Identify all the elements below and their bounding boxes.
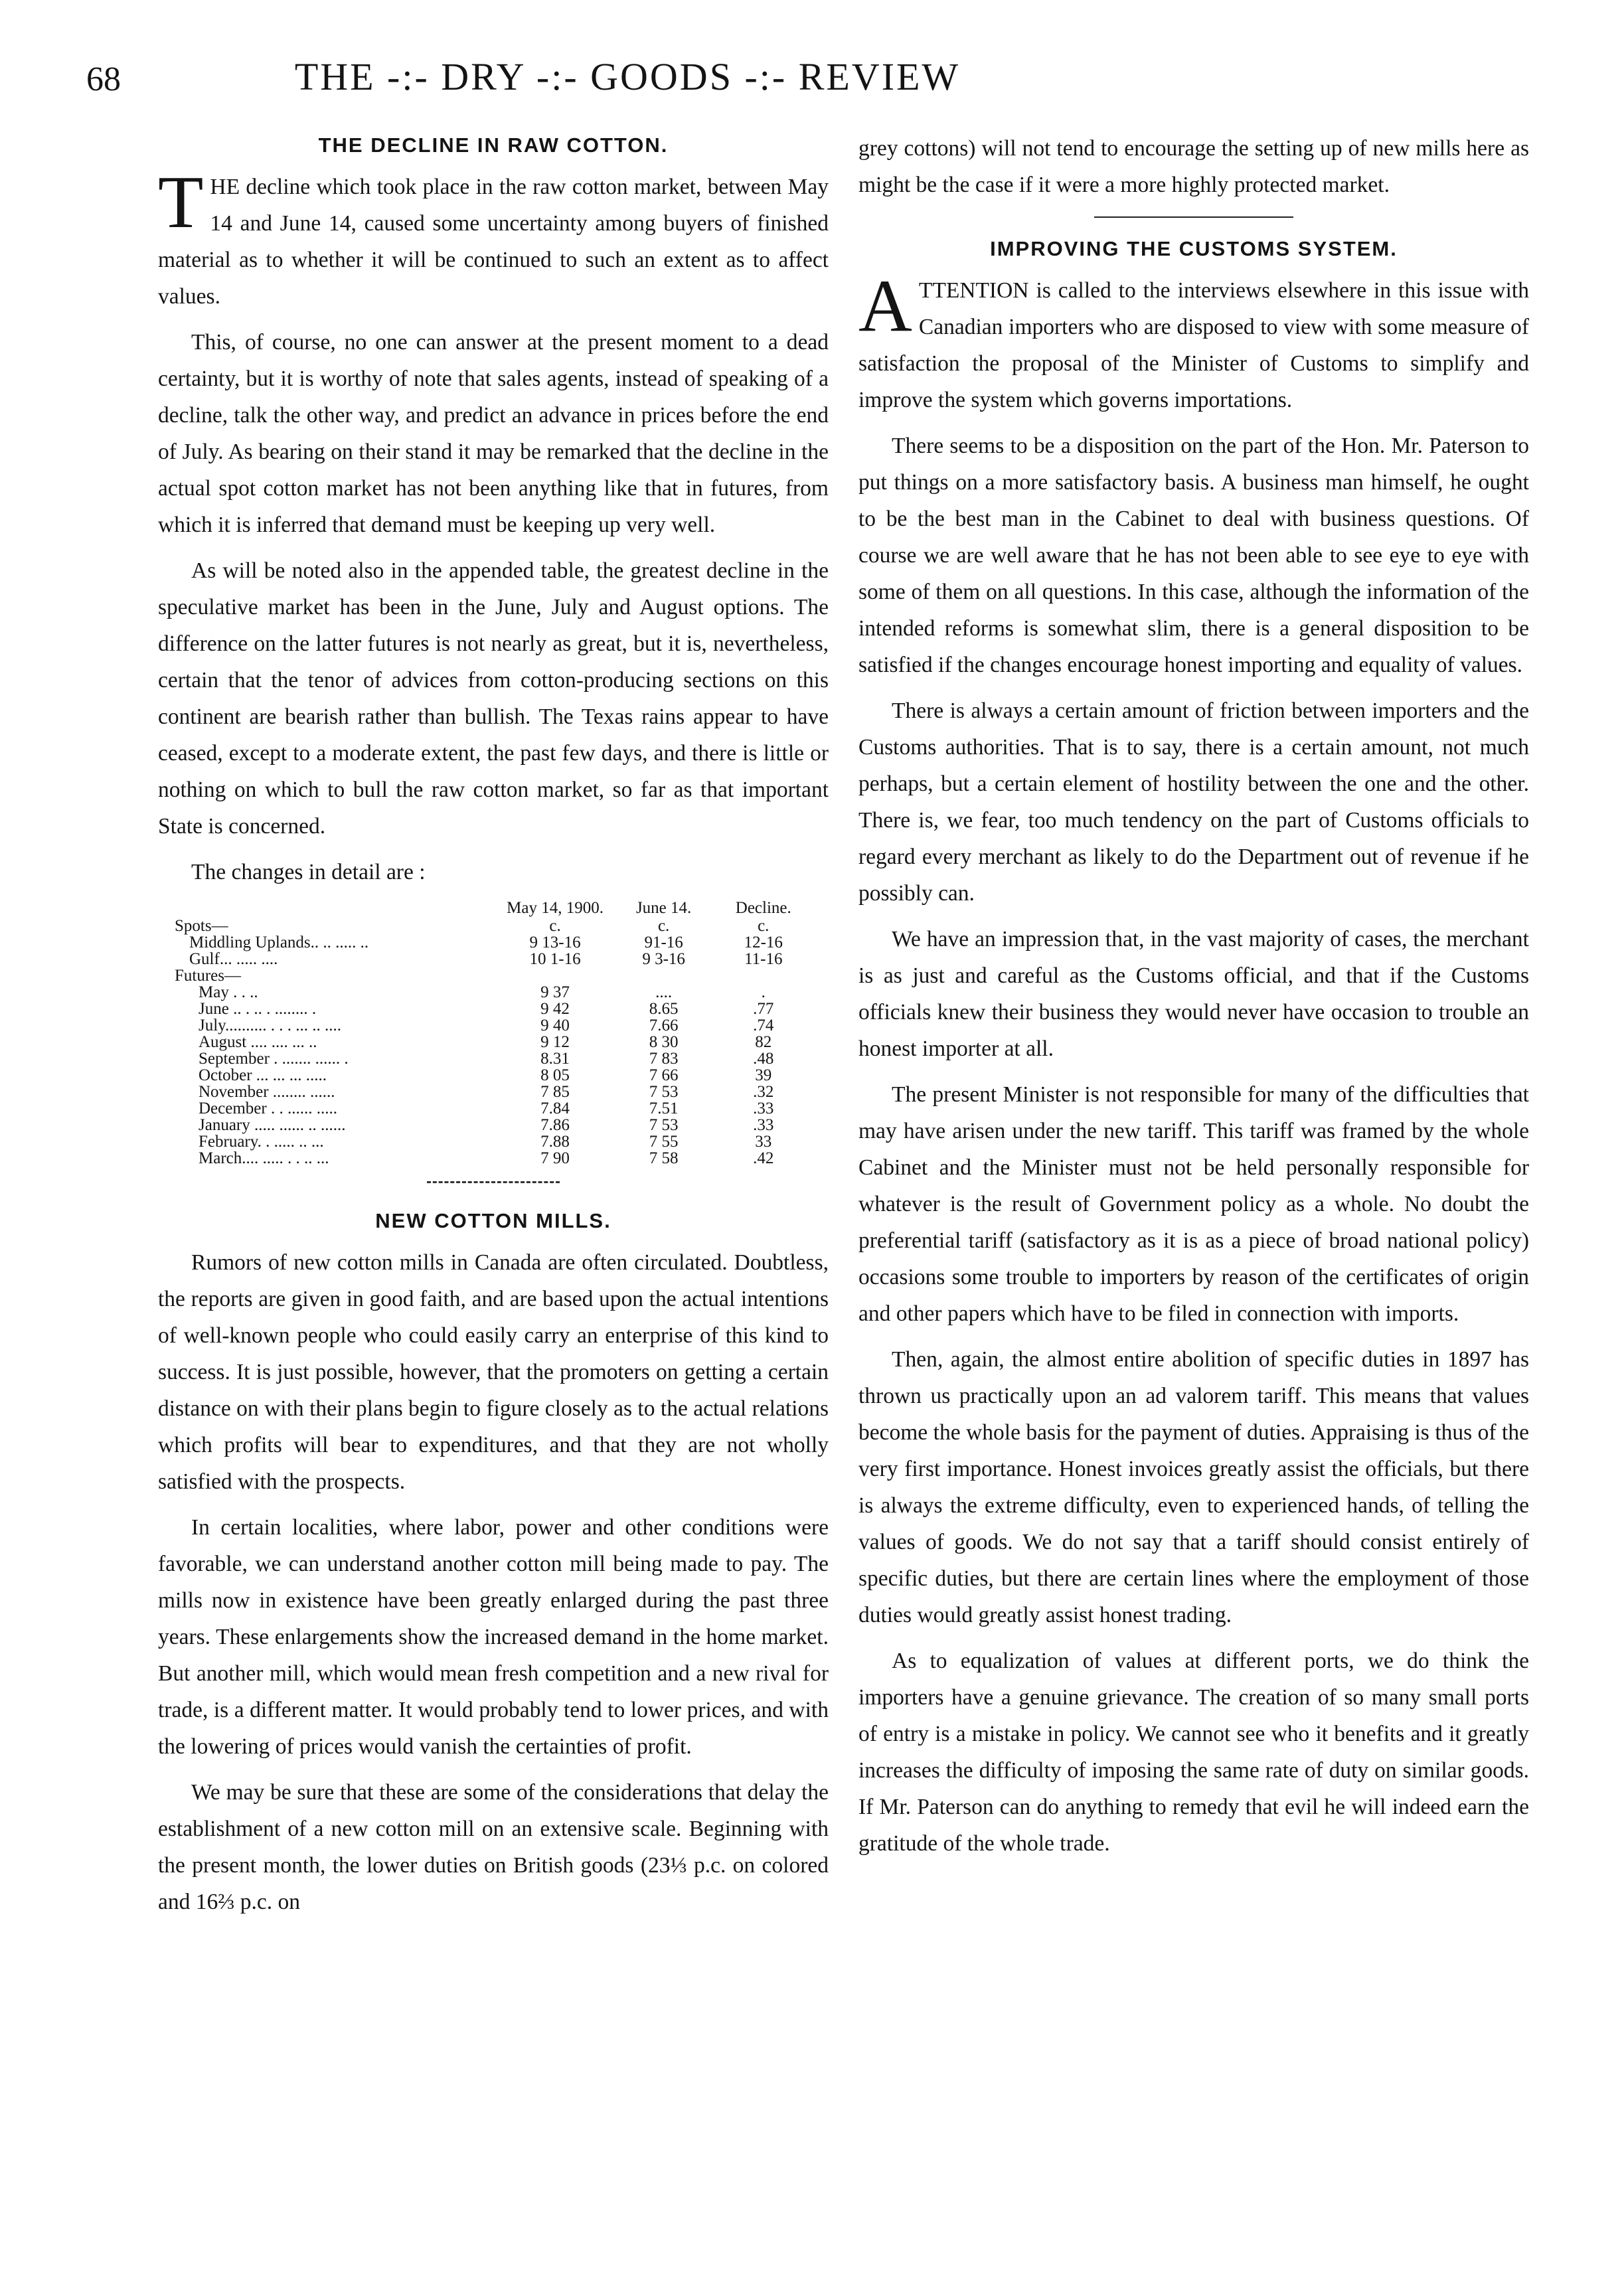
table-cell: October ... ... ... .....: [199, 1066, 327, 1084]
decline-paragraph-1-text: HE decline which took place in the raw cotton market, between May 14 and June 14, caused some uncertainty among buyers of finished material as to whether it will be continued to such an extent as to affect values.: [158, 175, 829, 309]
table-cell: 9 13-16: [529, 934, 581, 951]
table-row: [175, 934, 812, 951]
customs-paragraph-5: The present Minister is not responsible for many of the difficulties that may have arisen under the new tariff. This tariff was framed by the whole Cabinet and the Minister must not be held personally responsible for whatever is the result of Government policy as a whole. No doubt the preferential tariff (satisfactory as it is as a piece of broad national policy) occasions some trouble to importers by reason of the certificates of origin and other papers which have to be filed in connection with imports.: [858, 1082, 1529, 1326]
drop-cap-t: T: [158, 161, 204, 244]
table-row: [175, 1001, 812, 1017]
table-cell: 12-16: [744, 934, 783, 951]
right-column: [858, 130, 1529, 1871]
customs-paragraph-6: Then, again, the almost entire abolition of specific duties in 1897 has thrown us practically upon an ad valorem tariff. This means that values become the whole basis for the payment of duties. Appraising is thus of the very first importance. Honest invoices greatly assist the officials, but there is always the extreme difficulty, even to experienced hands, of telling the values of goods. We do not say that a tariff should consist entirely of specific duties, but there are certain lines where the employment of those duties would greatly assist honest trading.: [858, 1347, 1529, 1627]
page-number: 68: [86, 60, 121, 98]
table-cell: 9 37: [540, 983, 570, 1001]
table-cell: 7 55: [649, 1133, 679, 1151]
table-row: [175, 984, 812, 1001]
table-row: [175, 1084, 812, 1100]
table-cell: 9 12: [540, 1033, 570, 1051]
table-cell: 9 42: [540, 1000, 570, 1018]
table-unit-cell: c.: [549, 917, 561, 935]
table-cell: 11-16: [744, 950, 783, 968]
table-cell: 7 83: [649, 1050, 679, 1068]
table-row: [175, 1133, 812, 1150]
table-cell: 8.31: [540, 1050, 570, 1068]
customs-paragraph-4: We have an impression that, in the vast majority of cases, the merchant is as just and careful as the Customs official, and that if the Customs officials knew their business they would never have occasion to trouble an honest importer at all.: [858, 927, 1529, 1061]
table-cell: March.... ..... . . .. ...: [199, 1149, 329, 1167]
table-cell: Gulf... ..... ....: [189, 950, 278, 968]
decline-paragraph-1: [158, 161, 829, 315]
decline-paragraph-4: The changes in detail are :: [191, 860, 426, 884]
table-cell: 7.86: [540, 1116, 570, 1134]
customs-paragraph-7: As to equalization of values at different ports, we do think the importers have a genuine grievance. The creation of so many small ports of entry is a mistake in policy. We cannot see who it benefits and it greatly increases the difficulty of imposing the same rate of duty on similar goods. If Mr. Paterson can do anything to remedy that evil he will indeed earn the gratitude of the whole trade.: [858, 1649, 1529, 1856]
table-unit-row: [175, 918, 812, 934]
new-mills-paragraph-2: In certain localities, where labor, power and other conditions were favorable, we can understand another cotton mill being made to pay. The mills now in existence have been greatly enlarged during the past three years. These enlargements show the increased demand in the home market. But another mill, which would mean fresh competition and a new rival for trade, is a different matter. It would probably tend to lower prices, and with the lowering of prices would vanish the certainties of profit.: [158, 1515, 829, 1759]
table-cell: 7.66: [649, 1017, 679, 1034]
customs-paragraph-2: There seems to be a disposition on the part of the Hon. Mr. Paterson to put things on a more satisfactory basis. A business man himself, he ought to be the best man in the Cabinet to deal with business questions. Of course we are well aware that he has not been able to see eye to eye with some of them on all questions. In this case, although the information of the intended reforms is somewhat slim, there is a general disposition to be satisfied if the changes encourage honest importing and equality of values.: [858, 434, 1529, 677]
table-cell: .74: [753, 1017, 774, 1034]
table-cell: Middling Uplands.. .. ..... ..: [189, 934, 369, 951]
table-cell: 7 58: [649, 1149, 679, 1167]
table-cell: July.......... . . . ... .. ....: [199, 1017, 342, 1034]
table-cell: 7.84: [540, 1100, 570, 1117]
table-cell: .42: [753, 1149, 774, 1167]
table-cell: 7 90: [540, 1149, 570, 1167]
table-cell: 8.65: [649, 1000, 679, 1018]
table-cell: .33: [753, 1116, 774, 1134]
table-cell: November ........ ......: [199, 1083, 335, 1101]
new-mills-heading: NEW COTTON MILLS.: [375, 1209, 611, 1232]
decline-heading: THE DECLINE IN RAW COTTON.: [318, 133, 669, 157]
table-cell: 8 05: [540, 1066, 570, 1084]
table-row: [175, 967, 812, 984]
customs-paragraph-3: There is always a certain amount of friction between importers and the Customs authorities. That is to say, there is a certain amount, not much perhaps, but a certain element of hostility between the one and the other. There is, we fear, too much tendency on the part of Customs officials to regard every merchant as likely to do the Department out of revenue if he possibly can.: [858, 698, 1529, 906]
continuation-paragraph: grey cottons) will not tend to encourage the setting up of new mills here as might be the case if it were a more highly protected market.: [858, 136, 1529, 197]
table-cell: May . . ..: [199, 983, 258, 1001]
table-cell: 82: [755, 1033, 772, 1051]
table-cell: 9 40: [540, 1017, 570, 1034]
customs-heading: IMPROVING THE CUSTOMS SYSTEM.: [990, 237, 1398, 260]
table-row: [175, 1100, 812, 1117]
spots-label: Spots—: [175, 917, 228, 935]
table-header-cell: June 14.: [635, 899, 692, 917]
table-row: [175, 1150, 812, 1167]
page-header: [86, 52, 1547, 112]
table-cell: 7 85: [540, 1083, 570, 1101]
decline-paragraph-2: This, of course, no one can answer at the present moment to a dead certainty, but it is worthy of note that sales agents, instead of speaking of a decline, talk the other way, and predict an advance in prices before the end of July. As bearing on their stand it may be remarked that the decline in the actual spot cotton market has not been anything like that in futures, from which it is inferred that demand must be keeping up very well.: [158, 330, 829, 537]
table-cell: January ..... ...... .. ......: [199, 1116, 346, 1134]
table-header-cell: [175, 900, 497, 918]
table-cell: 7.88: [540, 1133, 570, 1151]
table-cell: June .. . .. . ........ .: [199, 1000, 317, 1018]
table-cell: August .... .... ... ..: [199, 1033, 317, 1051]
table-cell: .32: [753, 1083, 774, 1101]
table-row: [175, 1050, 812, 1067]
drop-cap-a: A: [858, 265, 912, 347]
table-cell: 7 66: [649, 1066, 679, 1084]
table-cell: 91-16: [644, 934, 683, 951]
table-cell: 7.51: [649, 1100, 679, 1117]
table-unit-cell: c.: [758, 917, 770, 935]
table-cell: 10 1-16: [529, 950, 581, 968]
table-cell: 7 53: [649, 1083, 679, 1101]
table-unit-cell: c.: [657, 917, 670, 935]
table-header-row: [175, 900, 812, 918]
new-mills-paragraph-1: Rumors of new cotton mills in Canada are often circulated. Doubtless, the reports are given in good faith, and are based upon the actual intentions of well-known people who could easily carry an enterprise of this kind to success. It is just possible, however, that the promoters on getting a certain distance on with their plans begin to figure closely as to the actual relations which profits will bear to expenditures, and that they are not wholly satisfied with the prospects.: [158, 1250, 829, 1494]
table-header-cell: Decline.: [735, 899, 791, 917]
table-row: [175, 1067, 812, 1084]
customs-paragraph-1: [858, 265, 1529, 418]
decline-paragraph-3: As will be noted also in the appended table, the greatest decline in the speculative market has been in the June, July and August options. The difference on the latter futures is not nearly as great, but it is, nevertheless, certain that the tenor of advices from cotton-producing sections on this continent are bearish rather than bullish. The Texas rains appear to have ceased, except to a moderate extent, the past few days, and there is little or nothing on which to bull the raw cotton market, so far as that important State is concerned.: [158, 558, 829, 839]
table-row: [175, 1117, 812, 1133]
futures-label: Futures—: [175, 967, 241, 985]
table-cell: 33: [755, 1133, 772, 1151]
cotton-price-table: [175, 900, 812, 1167]
table-row: [175, 1017, 812, 1034]
table-cell: 39: [755, 1066, 772, 1084]
section-divider: [427, 1181, 560, 1183]
table-cell: .77: [753, 1000, 774, 1018]
table-cell: 7 53: [649, 1116, 679, 1134]
table-cell: ....: [655, 983, 673, 1001]
table-cell: September . ....... ...... .: [199, 1050, 349, 1068]
customs-paragraph-1-text: TTENTION is called to the interviews elsewhere in this issue with Canadian importers who are disposed to view with some measure of satisfaction the proposal of the Minister of Customs to simplify and improve the system which governs importations.: [858, 278, 1529, 412]
table-row: [175, 1034, 812, 1050]
section-divider: [1094, 216, 1293, 218]
table-cell: .: [761, 983, 766, 1001]
left-column: [158, 130, 829, 1929]
table-header-cell: May 14, 1900.: [507, 899, 604, 917]
table-cell: 8 30: [649, 1033, 679, 1051]
table-cell: .33: [753, 1100, 774, 1117]
table-cell: .48: [753, 1050, 774, 1068]
table-cell: February. . ..... .. ...: [199, 1133, 324, 1151]
new-mills-paragraph-3: We may be sure that these are some of the considerations that delay the establishment of a new cotton mill on an extensive scale. Beginning with the present month, the lower duties on British goods (23⅓ p.c. on colored and 16⅔ p.c. on: [158, 1780, 829, 1914]
table-cell: December . . ...... .....: [199, 1100, 337, 1117]
masthead-title: THE -:- DRY -:- GOODS -:- REVIEW: [294, 55, 961, 98]
table-row: [175, 951, 812, 967]
table-cell: 9 3-16: [642, 950, 685, 968]
